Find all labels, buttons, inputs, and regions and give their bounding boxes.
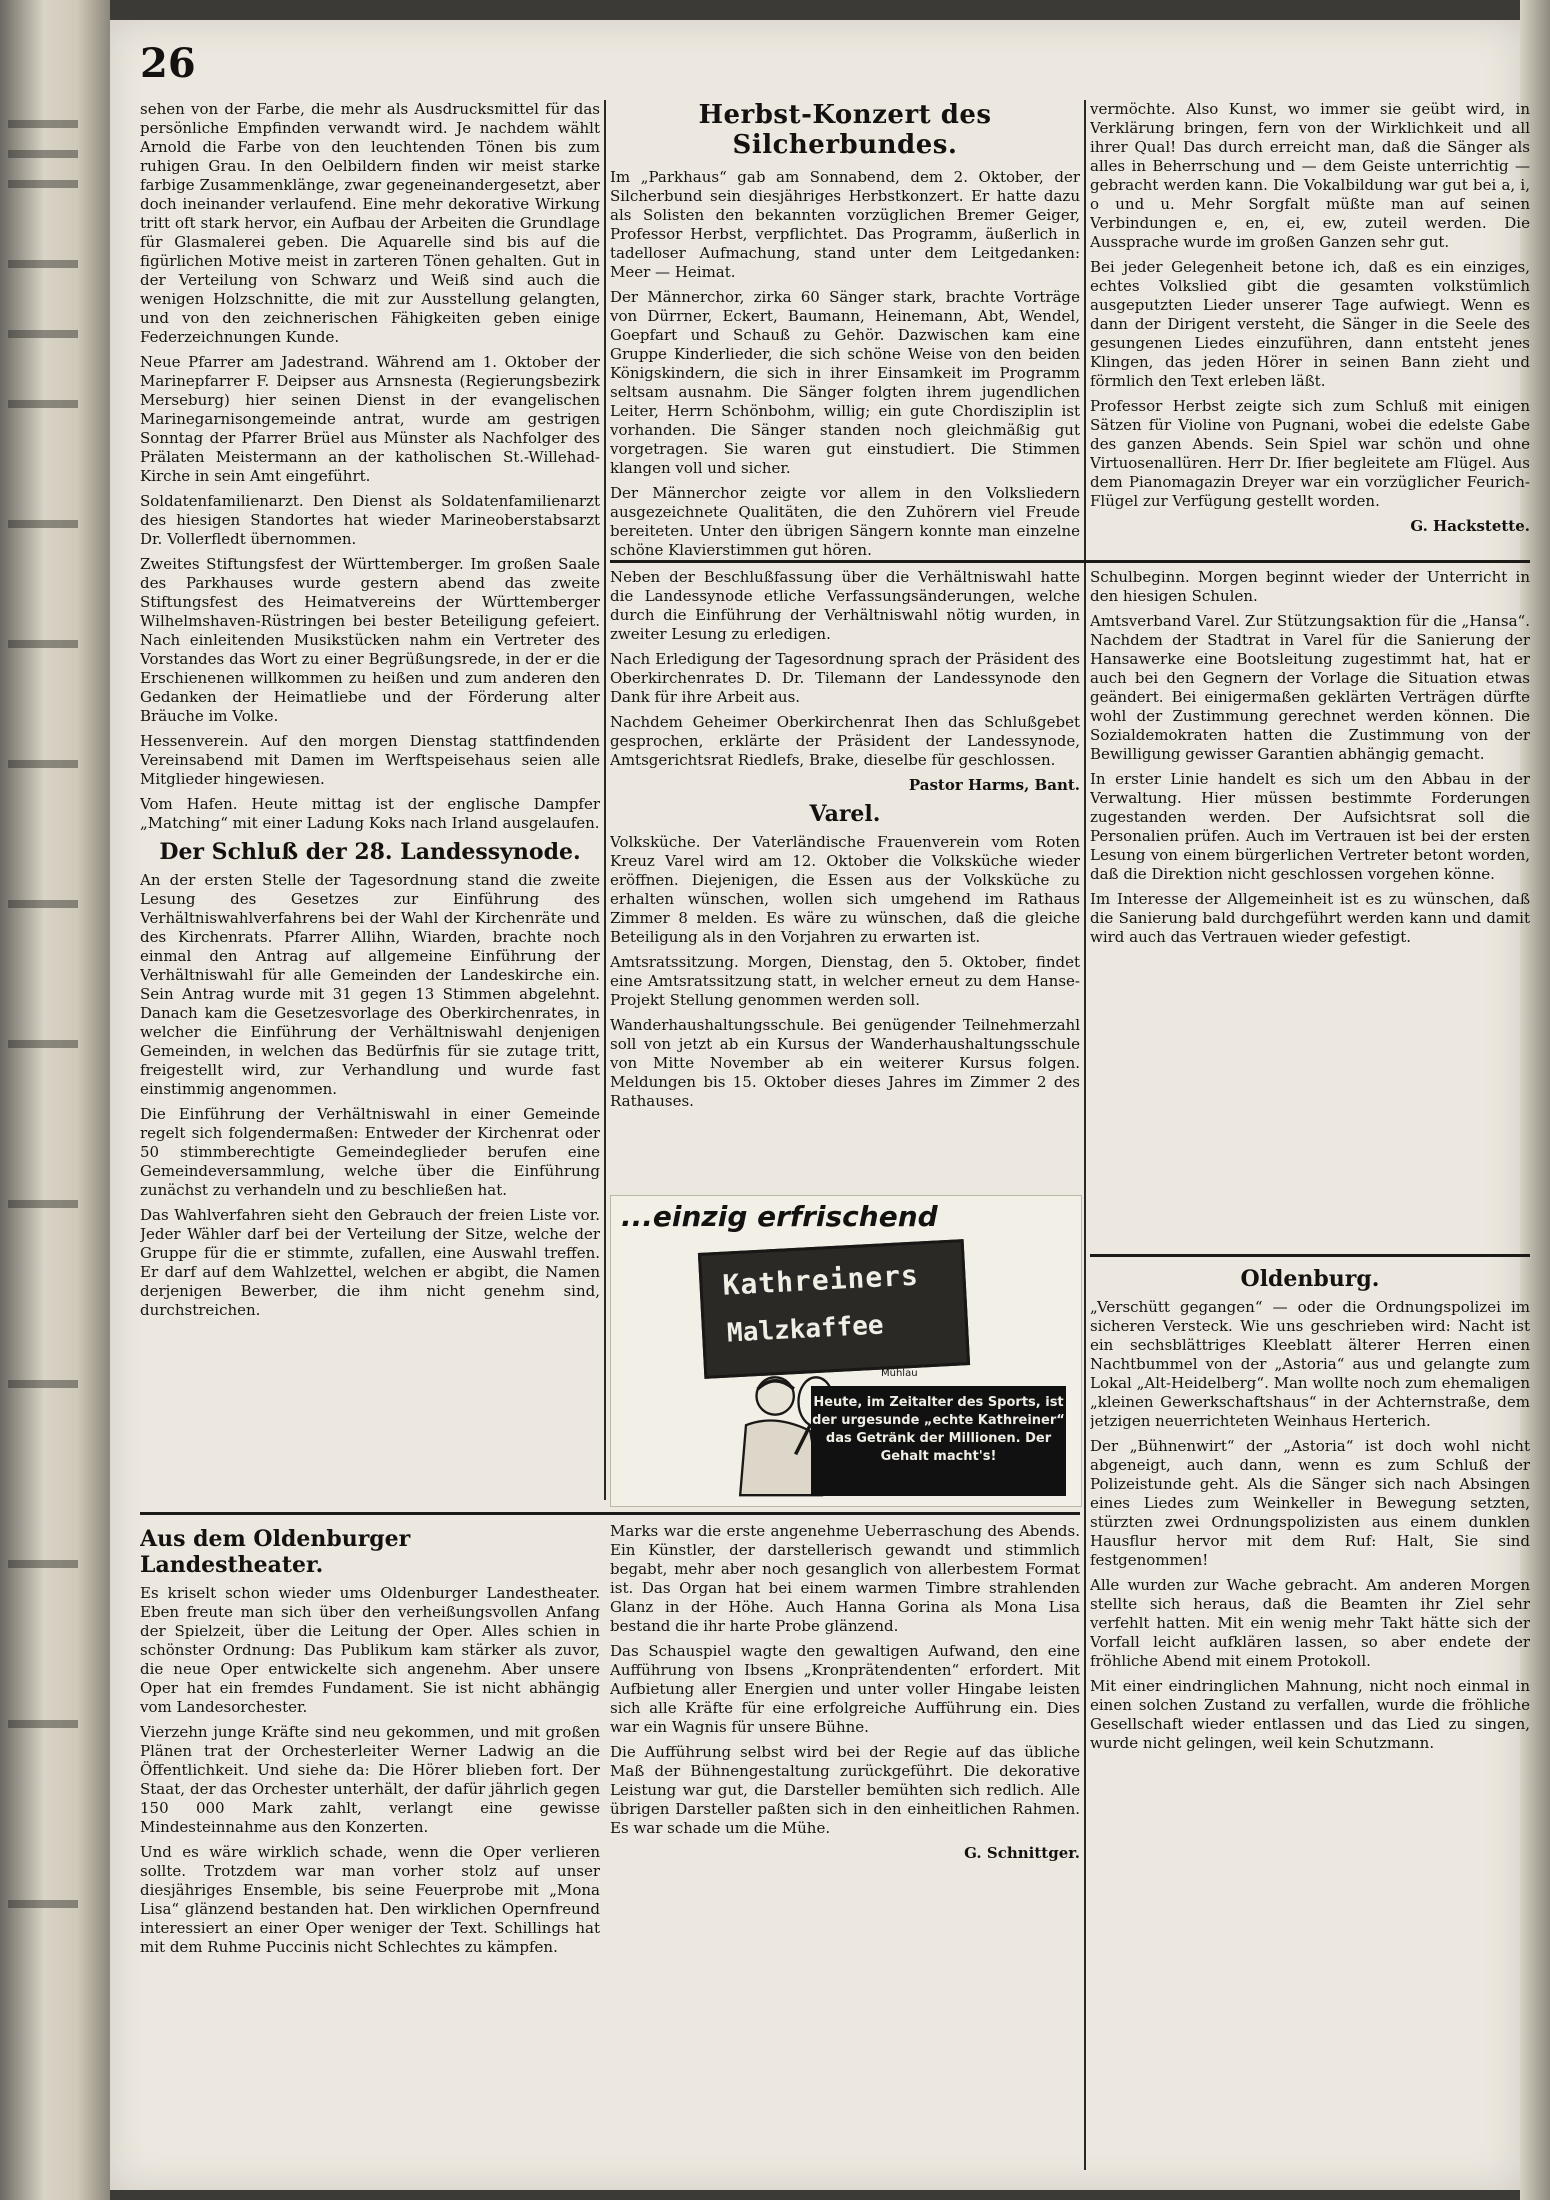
article-paragraph: Neben der Beschlußfassung über die Verhältniswahl hatte die Landessynode etliche Verfassungsänderungen, welche durch die Einführung der Verhältniswahl nötig wurden, in zweiter Lesung zu erledigen. <box>610 568 1080 643</box>
column-3-middle <box>1090 568 1530 1268</box>
article-signature: G. Schnittger. <box>964 1844 1080 1862</box>
article-paragraph: Der „Bühnenwirt“ der „Astoria“ ist doch wohl nicht abgeneigt, auch dann, wenn es zum Schluß der Polizeistunde geht. Als die Sänger sich nach Absingen eines Liedes zum Weinkeller in Bewegung setzten, stürzten zwei Ordnungspolizisten aus einem dunklen Hausflur hervor mit dem Ruf: Halt, Sie sind festgenommen! <box>1090 1437 1530 1569</box>
article-paragraph: Mit einer eindringlichen Mahnung, nicht noch einmal in einen solchen Zustand zu verfallen, wurde die fröhliche Gesellschaft wieder entlassen und das Lied zu singen, wurde nicht gelingen, weil kein Schutzmann. <box>1090 1677 1530 1752</box>
article-paragraph: sehen von der Farbe, die mehr als Ausdrucksmittel für das persönliche Empfinden verwandt wird. Je nachdem wählt Arnold die Farbe von den leuchtenden Tönen bis zum ruhigen Grau. In den Oelbildern finden wir meist starke farbige Zusammenklänge, zwar gegeneinandergesetzt, aber doch ineinander verlaufend. Eine mehr dekorative Wirkung tritt oft stark hervor, ein Aufbau der Arbeiten die Grundlage für Glasmalerei geben. Die Aquarelle sind bis auf die figürlichen Motive meist in zarteren Tönen gehalten. Gut in der Verteilung von Schwarz und Weiß sind auch die wenigen Holzschnitte, die mit zur Ausstellung gelangten, und von den zeichnerischen Fähigkeiten geben einige Federzeichnungen Kunde. <box>140 100 600 346</box>
article-paragraph: „Verschütt gegangen“ — oder die Ordnungspolizei im sicheren Versteck. Wie uns geschrieben wird: Nacht ist ein sechsblättriges Kleeblatt älterer Herren einen Nachtbummel von der „Astoria“ aus und gelangte zum Lokal „Alt-Heidelberg“. Man wollte noch zum ehemaligen „kleinen Gewerkschaftshaus“ in der Achternstraße, dem jetzigen neuerrichteten Weinhaus Herterich. <box>1090 1298 1530 1430</box>
article-paragraph: Die Aufführung selbst wird bei der Regie auf das übliche Maß der Bühnengestaltung zurückgeführt. Die dekorative Leistung war gut, die Darsteller bemühten sich redlich. Alle übrigen Darsteller paßten sich in den einheitlichen Rahmen. Es war schade um die Mühe. <box>610 1743 1080 1837</box>
column-1 <box>140 100 600 1380</box>
column-divider <box>604 100 606 1500</box>
column-3-top <box>1090 100 1530 560</box>
article-paragraph: Volksküche. Der Vaterländische Frauenverein vom Roten Kreuz Varel wird am 12. Oktober die Volksküche wieder eröffnen. Diejenigen, die Essen aus der Volksküche zu erhalten wünschen, wollen sich umgehend im Rathaus Zimmer 8 melden. Es wäre zu wünschen, daß die gleiche Beteiligung als in den Vorjahren zu erwarten ist. <box>610 833 1080 946</box>
article-paragraph: Professor Herbst zeigte sich zum Schluß mit einigen Sätzen für Violine von Pugnani, wobei die edelste Gabe des ganzen Abends. Sein Spiel war schön und ohne Virtuosenallüren. Herr Dr. Ifier begleitete am Flügel. Aus dem Pianomagazin Dreyer war ein vorzüglicher Feurich-Flügel zur Verfügung gestellt worden. <box>1090 397 1530 510</box>
ad-headline: ...einzig erfrischend <box>621 1200 938 1233</box>
column-1-bottom <box>140 1522 600 2162</box>
article-paragraph: Der Männerchor, zirka 60 Sänger stark, brachte Vorträge von Dürrner, Eckert, Baumann, Heinemann, Abt, Wendel, Goepfart und Schauß zu Gehör. Dazwischen kam eine Gruppe Kinderlieder, die sich schöne Weise von den beiden Königskindern, die sich in ihrer Einsamkeit im Programm seltsam ausnahm. Die Sänger folgten ihrem jugendlichen Leiter, Herrn Schönbohm, willig; ein gute Chordisziplin ist vorhanden. Die Sänger standen noch gleichmäßig gut vorgetragen. Sie waren gut einstudiert. Die Stimmen klangen voll und sicher. <box>610 288 1080 477</box>
article-paragraph: Und es wäre wirklich schade, wenn die Oper verlieren sollte. Trotzdem war man vorher stolz auf unser diesjähriges Ensemble, bis seine Feuerprobe mit „Mona Lisa“ glänzend bestanden hat. Den wirklichen Opernfreund interessiert an einer Oper weniger der Text. Schillings hat mit dem Ruhme Puccinis nicht Schlechtes zu kämpfen. <box>140 1843 600 1956</box>
headline-varel: Varel. <box>809 801 881 827</box>
article-signature: G. Hackstette. <box>1410 517 1530 535</box>
article-paragraph: Der Männerchor zeigte vor allem in den Volksliedern ausgezeichnete Qualitäten, die den Zuhörern viel Freude bereiteten. Unter den übrigen Sängern konnte man einzelne schöne Klavierstimmen gut hören. <box>610 484 1080 559</box>
ad-brand-product: Malzkaffee <box>726 1310 885 1349</box>
column-3-bottom <box>1090 1262 1530 2162</box>
headline-herbst-konzert: Herbst-Konzert des Silcherbundes. <box>698 100 992 160</box>
section-rule <box>1090 1254 1530 1257</box>
article-paragraph: Marks war die erste angenehme Ueberraschung des Abends. Ein Künstler, der darstellerisch gewandt und stimmlich begabt, mehr aber noch gesanglich von allerbestem Format ist. Das Organ hat bei einem warmen Timbre strahlenden Glanz in der Höhe. Auch Hanna Gorina als Mona Lisa bestand die ihr harte Probe glänzend. <box>610 1522 1080 1635</box>
kathreiner-advertisement <box>610 1195 1082 1507</box>
article-paragraph: Alle wurden zur Wache gebracht. Am anderen Morgen stellte sich heraus, daß die Beamten ihr Ziel sehr verfehlt hatten. Mit ein wenig mehr Takt hätte sich der Vorfall leicht aufklären lassen, so aber endete der fröhliche Abend mit einem Protokoll. <box>1090 1576 1530 1670</box>
headline-landestheater: Aus dem Oldenburger Landestheater. <box>140 1526 411 1578</box>
coffee-package <box>698 1239 970 1379</box>
article-paragraph: Im Interesse der Allgemeinheit ist es zu wünschen, daß die Sanierung bald durchgeführt werden kann und damit wird auch das Vertrauen wieder gefestigt. <box>1090 890 1530 946</box>
article-paragraph: Die Einführung der Verhältniswahl in einer Gemeinde regelt sich folgendermaßen: Entweder der Kirchenrat oder 50 stimmberechtigte Gemeindeglieder berufen eine Gemeindeversammlung, welche über die Einführung zunächst zu verhandeln und zu beschließen hat. <box>140 1105 600 1199</box>
article-paragraph: In erster Linie handelt es sich um den Abbau in der Verwaltung. Hier müssen bestimmte Forderungen zugestanden werden. Der Aufsichtsrat soll die Personalien prüfen. Auch im Vertrauen ist bei der ersten Lesung von einem bürgerlichen Vertreter betont worden, daß die Direktion nicht geschlossen vorgehen könne. <box>1090 770 1530 883</box>
article-paragraph: vermöchte. Also Kunst, wo immer sie geübt wird, in Verklärung bringen, fern von der Wirklichkeit und all ihrer Qual! Das durch erreicht man, daß die Sänger als alles in Beherrschung und — dem Geiste unterrichtig — gebracht werden kann. Die Vokalbildung war gut bei a, i, o und u. Mehr Sorgfalt müßte man auf seinen Verbindungen e, en, ei, ew, zuteil werden. Die Aussprache wurde im großen Ganzen sehr gut. <box>1090 100 1530 251</box>
article-paragraph: Hessenverein. Auf den morgen Dienstag stattfindenden Vereinsabend mit Damen im Werftspeisehaus seien alle Mitglieder hingewiesen. <box>140 732 600 788</box>
article-paragraph: Wanderhaushaltungsschule. Bei genügender Teilnehmerzahl soll von jetzt ab ein Kursus der Wanderhaushaltungsschule von Mitte November ab ein weiterer Kursus folgen. Meldungen bis 15. Oktober dieses Jahres im Zimmer 2 des Rathauses. <box>610 1016 1080 1110</box>
section-rule <box>140 1512 1080 1515</box>
article-paragraph: Schulbeginn. Morgen beginnt wieder der Unterricht in den hiesigen Schulen. <box>1090 568 1530 605</box>
column-divider <box>1084 100 1086 2170</box>
headline-oldenburg: Oldenburg. <box>1240 1266 1380 1292</box>
page-number: 26 <box>140 40 196 87</box>
section-rule <box>610 560 1530 563</box>
column-2-middle <box>610 568 1080 1188</box>
ad-artist-signature: Mühlau <box>881 1368 918 1379</box>
headline-landessynode: Der Schluß der 28. Landessynode. <box>159 839 581 865</box>
ad-slogan: Heute, im Zeitalter des Sports, ist der urgesunde „echte Kathreiner“ das Getränk der Millionen. Der Gehalt macht's! <box>811 1386 1066 1496</box>
article-paragraph: Nachdem Geheimer Oberkirchenrat Ihen das Schlußgebet gesprochen, erklärte der Präsident der Landessynode, Amtsgerichtsrat Riedlefs, Brake, dieselbe für geschlossen. <box>610 713 1080 769</box>
article-paragraph: Nach Erledigung der Tagesordnung sprach der Präsident des Oberkirchenrates D. Dr. Tilemann der Landessynode den Dank für ihre Arbeit aus. <box>610 650 1080 706</box>
article-paragraph: Das Wahlverfahren sieht den Gebrauch der freien Liste vor. Jeder Wähler darf bei der Verteilung der Sitze, welche der Gruppe für die er stimmte, zufallen, eine Auswahl treffen. Er darf auf dem Wahlzettel, welchen er abgibt, die Namen derjenigen Bewerber, die ihm nicht genehm sind, durchstreichen. <box>140 1206 600 1319</box>
article-paragraph: Soldatenfamilienarzt. Den Dienst als Soldatenfamilienarzt des hiesigen Standortes hat wieder Marineoberstabsarzt Dr. Vollerfledt übernommen. <box>140 492 600 548</box>
article-paragraph: Vom Hafen. Heute mittag ist der englische Dampfer „Matching“ mit einer Ladung Koks nach Irland ausgelaufen. <box>140 795 600 832</box>
article-paragraph: Amtsverband Varel. Zur Stützungsaktion für die „Hansa“. Nachdem der Stadtrat in Varel für die Sanierung der Hansawerke eine Bootsleitung zugestimmt hat, hat er auch bei den Gegnern der Vorlage die Situation etwas geändert. Bei einigermaßen geklärten Verträgen dürfte wohl der Zustimmung gerechnet werden können. Die Sozialdemokraten hatten die Zustimmung von der Bewilligung gewisser Garantien abhängig gemacht. <box>1090 612 1530 763</box>
article-paragraph: Im „Parkhaus“ gab am Sonnabend, dem 2. Oktober, der Silcherbund sein diesjähriges Herbstkonzert. Er hatte dazu als Solisten den bekannten vorzüglichen Bremer Geiger, Professor Herbst, verpflichtet. Das Programm, äußerlich in tadelloser Aufmachung, stand unter dem Leitgedanken: Meer — Heimat. <box>610 168 1080 281</box>
article-paragraph: Das Schauspiel wagte den gewaltigen Aufwand, den eine Aufführung von Ibsens „Kronprätendenten“ erfordert. Mit Aufbietung aller Energien und unter voller Hingabe leisten sich alle Kräfte für eine erfolgreiche Aufführung ein. Dies war ein Wagnis für unsere Bühne. <box>610 1642 1080 1736</box>
column-2-top <box>610 100 1080 620</box>
article-paragraph: Neue Pfarrer am Jadestrand. Während am 1. Oktober der Marinepfarrer F. Deipser aus Arnsnesta (Regierungsbezirk Merseburg) hier seinen Dienst in der evangelischen Marinegarnisongemeinde antrat, wurde am gestrigen Sonntag der Pfarrer Brüel aus Münster als Nachfolger des Prälaten Meistermann an der katholischen St.-Willehad-Kirche in sein Amt eingeführt. <box>140 353 600 485</box>
article-paragraph: Bei jeder Gelegenheit betone ich, daß es ein einziges, echtes Volkslied gibt die gesamten volkstümlich ausgeputzten Lieder unserer Tage aufwiegt. Wenn es dann der Dirigent versteht, die Sänger in die Seele des gesungenen Liedes einzuführen, dann entsteht jenes Klingen, das jeden Hörer in seinen Bann zieht und förmlich den Text erleben läßt. <box>1090 258 1530 390</box>
article-paragraph: Zweites Stiftungsfest der Württemberger. Im großen Saale des Parkhauses wurde gestern abend das zweite Stiftungsfest des Heimatvereins der Württemberger Wilhelmshaven-Rüstringen bei bester Beteiligung gefeiert. Nach einleitenden Musikstücken nahm ein Vertreter des Vorstandes das Wort zu einer Begrüßungsrede, in der er die Erschienenen willkommen zu heißen und zum anderen den Gedanken der Heimatliebe und der Förderung alter Bräuche im Volke. <box>140 555 600 725</box>
binding-edge <box>0 0 110 2200</box>
article-signature: Pastor Harms, Bant. <box>908 776 1080 794</box>
article-paragraph: Vierzehn junge Kräfte sind neu gekommen, und mit großen Plänen trat der Orchesterleiter Werner Ladwig an die Öffentlichkeit. Und siehe da: Die Hörer blieben fort. Der Staat, der das Orchester unterhält, der dafür jährlich gegen 150 000 Mark zahlt, verlangt eine gewisse Mindesteinnahme aus den Konzerten. <box>140 1723 600 1836</box>
article-paragraph: An der ersten Stelle der Tagesordnung stand die zweite Lesung des Gesetzes zur Einführung des Verhältniswahlverfahrens bei der Wahl der Kirchenräte und des Kirchenrats. Pfarrer Allihn, Wiarden, brachte noch einmal den Antrag auf allgemeine Einführung der Verhältniswahl für alle Gemeinden der Landeskirche ein. Sein Antrag wurde mit 31 gegen 13 Stimmen abgelehnt. Danach kam die Gesetzesvorlage des Oberkirchenrates, in welcher die Einführung der Verhältniswahl denjenigen Gemeinden, in welchen das Bedürfnis für sie zutage tritt, freigestellt wird, zur Verhandlung und wurde fast einstimmig angenommen. <box>140 871 600 1098</box>
column-2-bottom <box>610 1522 1080 2162</box>
article-paragraph: Es kriselt schon wieder ums Oldenburger Landestheater. Eben freute man sich über den verheißungsvollen Anfang der Spielzeit, über die Leitung der Oper. Alles schien in schönster Ordnung: Das Publikum kam stärker als zuvor, die neue Oper entwickelte sich angenehm. Aber unsere Oper hat ein fremdes Fundament. Sie ist nicht abhängig vom Landesorchester. <box>140 1584 600 1716</box>
article-paragraph: Amtsratssitzung. Morgen, Dienstag, den 5. Oktober, findet eine Amtsratssitzung statt, in welcher erneut zu dem Hanse-Projekt Stellung genommen werden soll. <box>610 953 1080 1009</box>
ad-brand-name: Kathreiners <box>721 1258 920 1302</box>
